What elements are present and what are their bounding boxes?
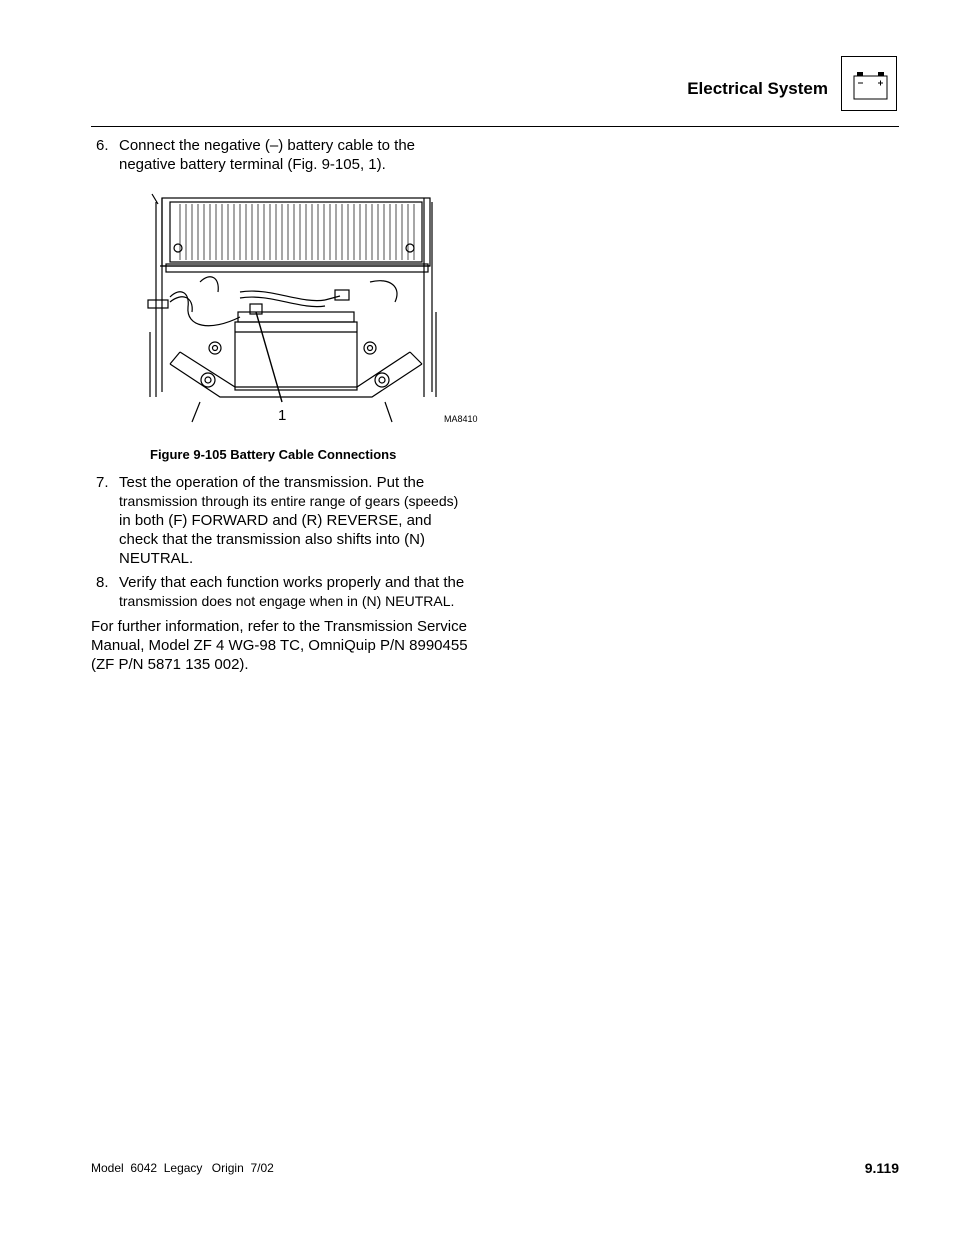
- step-text-line: Verify that each function works properly and that the: [119, 574, 465, 591]
- step-text-line: in both (F) FORWARD and (R) REVERSE, and: [119, 512, 432, 529]
- figure-code: MA8410: [444, 414, 478, 424]
- header-divider: [91, 126, 899, 127]
- figure-caption: Figure 9-105 Battery Cable Connections: [150, 447, 397, 462]
- note-line: (ZF P/N 5871 135 002).: [91, 656, 249, 673]
- step-7: [91, 473, 491, 568]
- step-number: 7.: [96, 474, 109, 491]
- section-title: Electrical System: [687, 79, 828, 98]
- battery-figure: [140, 192, 485, 432]
- step-text-line: Connect the negative (–) battery cable to the: [119, 137, 416, 154]
- reference-note: [91, 617, 491, 674]
- step-text-line: NEUTRAL.: [119, 550, 194, 567]
- step-text-line: negative battery terminal (Fig. 9-105, 1).: [119, 156, 386, 173]
- footer-info: [91, 1161, 280, 1175]
- note-line: For further information, refer to the Transmission Service: [91, 618, 467, 635]
- footer-model: Model 6042 Legacy: [91, 1161, 203, 1175]
- battery-icon: [841, 56, 897, 111]
- step-number: 8.: [96, 574, 109, 591]
- step-text-line: transmission through its entire range of gears (speeds): [119, 493, 459, 509]
- step-6: [91, 136, 491, 174]
- step-number: 6.: [96, 137, 109, 154]
- battery-cable-illustration: [140, 192, 485, 432]
- note-line: Manual, Model ZF 4 WG-98 TC, OmniQuip P/N 8990455: [91, 637, 468, 654]
- page-number: 9.119: [864, 1160, 899, 1176]
- step-text-line: check that the transmission also shifts into (N): [119, 531, 425, 548]
- step-text-line: Test the operation of the transmission. Put the: [119, 474, 425, 491]
- battery-icon-graphic: [842, 57, 898, 112]
- step-text-line: transmission does not engage when in (N) NEUTRAL.: [119, 593, 455, 609]
- step-8: [91, 573, 491, 611]
- figure-callout: 1: [278, 407, 287, 424]
- footer-origin: Origin 7/02: [211, 1161, 274, 1175]
